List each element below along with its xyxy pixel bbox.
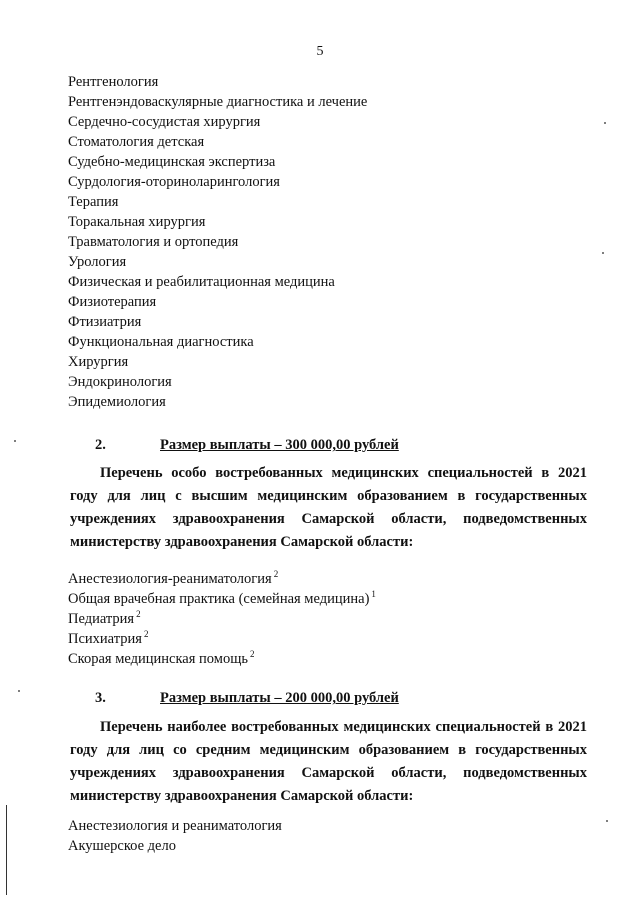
list-item: Травматология и ортопедия	[68, 234, 239, 250]
scan-speck	[18, 690, 20, 692]
list-item: Фтизиатрия	[68, 314, 142, 330]
list-item: Анестезиология и реаниматология	[68, 818, 282, 834]
section-3-description: Перечень наиболее востребованных медицинских специальностей в 2021 году для лиц со средним медицинским образованием в государственных учреждениях здравоохранения Самарской области, подведомственных министерству здравоохранения Самарской области:	[70, 719, 587, 804]
list-item: Судебно-медицинская экспертиза	[68, 154, 276, 170]
list-item: Рентгенэндоваскулярные диагностика и лечение	[68, 94, 368, 110]
footnote-marker: 2	[249, 649, 255, 659]
footnote-marker: 2	[143, 629, 149, 639]
item-text: Анестезиология-реаниматология	[68, 571, 272, 587]
section-3-heading	[95, 690, 399, 707]
specialty-list-section2	[68, 564, 376, 667]
list-item: Торакальная хирургия	[68, 214, 206, 230]
list-item	[68, 584, 376, 607]
list-item: Физическая и реабилитационная медицина	[68, 274, 335, 290]
list-item: Стоматология детская	[68, 134, 205, 150]
scan-speck	[604, 122, 606, 124]
item-text: Скорая медицинская помощь	[68, 651, 248, 667]
list-item: Функциональная диагностика	[68, 334, 254, 350]
section-number: 2.	[95, 437, 106, 453]
list-item: Акушерское дело	[68, 838, 176, 854]
footnote-marker: 1	[371, 589, 376, 599]
item-text: Общая врачебная практика (семейная медицина)	[68, 591, 370, 607]
scan-speck	[606, 820, 608, 822]
list-item: Терапия	[68, 194, 119, 210]
list-item: Урология	[68, 254, 127, 270]
list-item: Рентгенология	[68, 74, 159, 90]
list-item: Физиотерапия	[68, 294, 157, 310]
page-number: 5	[316, 44, 324, 59]
list-item	[68, 624, 376, 647]
scan-speck	[602, 252, 604, 254]
footnote-marker: 2	[273, 569, 279, 579]
list-item	[68, 564, 376, 587]
footnote-marker: 2	[136, 609, 141, 619]
list-item: Сурдология-оториноларингология	[68, 174, 280, 190]
section-title: Размер выплаты – 200 000,00 рублей	[160, 690, 399, 706]
section-number: 3.	[95, 690, 106, 706]
scan-speck	[14, 440, 16, 442]
scan-margin-line	[6, 805, 7, 895]
list-item	[68, 604, 376, 627]
item-text: Психиатрия	[68, 631, 142, 647]
section-title: Размер выплаты – 300 000,00 рублей	[160, 437, 399, 453]
specialty-list-section3	[68, 816, 282, 856]
list-item: Сердечно-сосудистая хирургия	[68, 114, 261, 130]
list-item: Хирургия	[68, 354, 129, 370]
section-2-heading	[95, 437, 399, 454]
item-text: Педиатрия	[68, 611, 135, 627]
specialty-list-section1	[68, 72, 367, 412]
section-2-description: Перечень особо востребованных медицинских специальностей в 2021 году для лиц с высшим медицинским образованием в государственных учреждениях здравоохранения Самарской области, подведомственных министерству здравоохранения Самарской области:	[70, 465, 587, 550]
list-item: Эпидемиология	[68, 394, 166, 410]
list-item	[68, 644, 376, 667]
list-item: Эндокринология	[68, 374, 172, 390]
